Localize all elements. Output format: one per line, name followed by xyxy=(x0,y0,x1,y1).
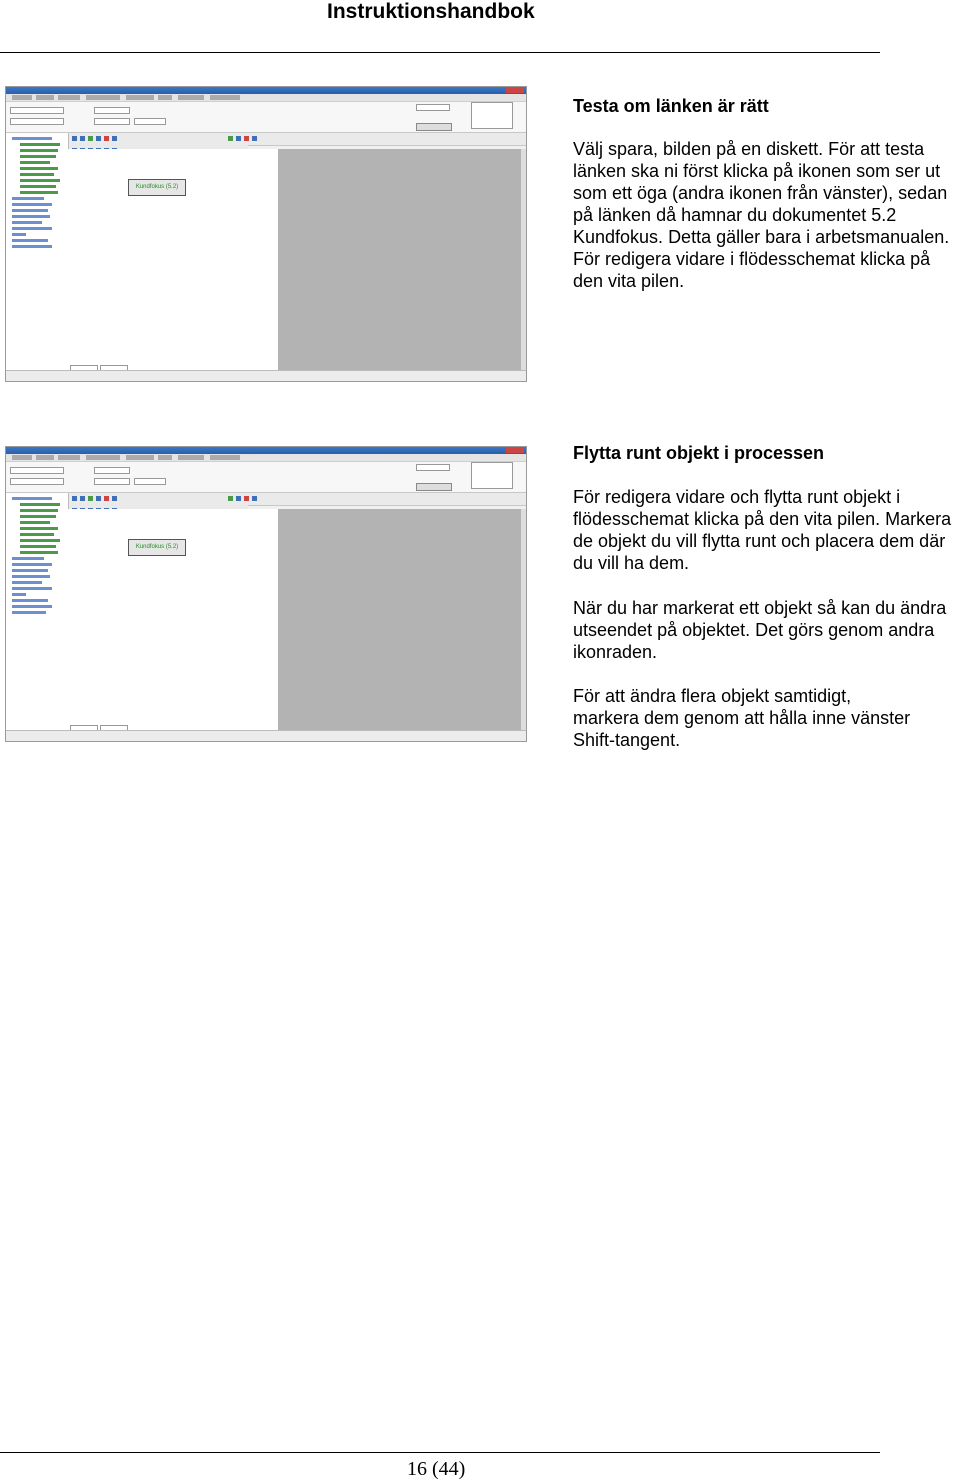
tree-item xyxy=(20,515,56,518)
toolbar-icon xyxy=(96,496,101,501)
ribbon-listbox xyxy=(471,462,513,489)
tree-item xyxy=(20,179,60,182)
tree-item xyxy=(12,581,42,584)
canvas-background xyxy=(278,149,521,371)
tree-item xyxy=(12,569,48,572)
tree-item xyxy=(12,593,26,596)
ribbon-field xyxy=(134,118,166,125)
status-bar xyxy=(6,370,526,381)
tree-item xyxy=(12,209,48,212)
tree-item xyxy=(12,605,52,608)
menu-item xyxy=(158,95,172,100)
toolbar-icon xyxy=(228,496,233,501)
paragraph-link-test: Välj spara, bilden på en diskett. För att testa länken ska ni först klicka på ikonen som ser ut som ett öga (andra ikonen från vänster), sedan på länken då hamnar du dokumentet 5.2 Kundfokus. Detta gäller bara i arbetsmanualen. För redigera vidare i flödesschemat klicka på den vita pilen. xyxy=(573,139,950,291)
ribbon-field xyxy=(10,478,64,485)
toolbar-icon xyxy=(236,136,241,141)
flowchart-shape-kundfokus: Kundfokus (5.2) xyxy=(128,179,186,196)
menu-item xyxy=(12,455,32,460)
tree-item xyxy=(12,215,50,218)
menu-item xyxy=(12,95,32,100)
menu-item xyxy=(86,95,120,100)
toolbar-icon xyxy=(236,496,241,501)
toolbar-icon xyxy=(88,496,93,501)
flowchart-shape-kundfokus: Kundfokus (5.2) xyxy=(128,539,186,556)
menu-item xyxy=(36,95,54,100)
tree-item xyxy=(12,203,52,206)
window-titlebar xyxy=(6,447,526,454)
canvas-background xyxy=(278,509,521,731)
toolbar-icon xyxy=(88,136,93,141)
menu-item xyxy=(86,455,120,460)
ribbon-field xyxy=(94,107,130,114)
tree-item xyxy=(12,587,52,590)
page-number: 16 (44) xyxy=(407,1458,466,1480)
toolbar-icon xyxy=(228,136,233,141)
ribbon-field xyxy=(10,467,64,474)
tree-item xyxy=(12,137,52,140)
menu-bar xyxy=(6,94,526,102)
document-header-title: Instruktionshandbok xyxy=(327,0,535,23)
tree-item xyxy=(20,503,60,506)
ribbon-field xyxy=(94,467,130,474)
menu-item xyxy=(178,95,204,100)
menu-bar xyxy=(6,454,526,462)
ribbon-field xyxy=(416,104,450,111)
tree-item xyxy=(20,527,58,530)
flowchart-canvas xyxy=(68,509,278,731)
toolbar-icon xyxy=(252,496,257,501)
tree-item xyxy=(12,599,48,602)
tree-item xyxy=(20,539,60,542)
flowchart-canvas xyxy=(68,149,278,371)
status-bar xyxy=(6,730,526,741)
header-divider xyxy=(0,52,880,53)
eye-icon xyxy=(80,136,85,141)
toolbar-icon xyxy=(244,136,249,141)
tree-item xyxy=(20,509,58,512)
toolbar-icon xyxy=(96,136,101,141)
ribbon-field xyxy=(10,107,64,114)
ribbon-button xyxy=(416,483,452,491)
window-close-icon xyxy=(506,88,524,93)
eye-icon xyxy=(80,496,85,501)
tree-item xyxy=(20,533,54,536)
arrow-icon xyxy=(72,136,77,141)
tree-item xyxy=(12,497,52,500)
process-tree-panel xyxy=(6,493,69,731)
tree-item xyxy=(12,557,44,560)
vertical-scrollbar xyxy=(521,509,526,731)
tree-item xyxy=(20,173,54,176)
screenshot-move-objects xyxy=(5,446,527,742)
vertical-scrollbar xyxy=(521,149,526,371)
process-tree-panel xyxy=(6,133,69,371)
tree-item xyxy=(12,227,52,230)
menu-item xyxy=(126,455,154,460)
tree-item xyxy=(20,191,58,194)
tree-item xyxy=(20,149,58,152)
arrow-icon xyxy=(72,496,77,501)
toolbar-icon xyxy=(104,136,109,141)
menu-item xyxy=(36,455,54,460)
tree-item xyxy=(12,239,48,242)
tree-item xyxy=(12,245,52,248)
section-heading-link-test: Testa om länken är rätt xyxy=(573,96,769,116)
tree-item xyxy=(12,197,44,200)
tree-item xyxy=(20,143,60,146)
menu-item xyxy=(210,95,240,100)
toolbar-icon xyxy=(112,496,117,501)
ribbon-field xyxy=(10,118,64,125)
menu-item xyxy=(158,455,172,460)
tree-item xyxy=(20,155,56,158)
paragraph-move-objects-3: För att ändra flera objekt samtidigt, markera dem genom att hålla inne vänster Shift-tangent. xyxy=(573,686,911,750)
toolbar-icon xyxy=(244,496,249,501)
tree-item xyxy=(20,185,56,188)
ribbon-field xyxy=(94,478,130,485)
menu-item xyxy=(58,95,80,100)
tree-item xyxy=(20,161,50,164)
paragraph-move-objects-1: För redigera vidare och flytta runt objekt i flödesschemat klicka på den vita pilen. Markera de objekt du vill flytta runt och placera dem där du vill ha dem. xyxy=(573,487,952,573)
tree-item xyxy=(20,545,56,548)
tree-item xyxy=(12,611,46,614)
tree-item xyxy=(12,221,42,224)
tree-item xyxy=(12,563,52,566)
toolbar-icon xyxy=(252,136,257,141)
window-titlebar xyxy=(6,87,526,94)
menu-item xyxy=(58,455,80,460)
toolbar-icon xyxy=(112,136,117,141)
ribbon-button xyxy=(416,123,452,131)
section-heading-move-objects: Flytta runt objekt i processen xyxy=(573,443,825,463)
toolbar-icon xyxy=(104,496,109,501)
tree-item xyxy=(20,551,58,554)
screenshot-link-test xyxy=(5,86,527,382)
footer-divider xyxy=(0,1452,880,1453)
tree-item xyxy=(12,575,50,578)
ribbon-field xyxy=(416,464,450,471)
tree-item xyxy=(12,233,26,236)
menu-item xyxy=(210,455,240,460)
ribbon-field xyxy=(94,118,130,125)
ribbon-listbox xyxy=(471,102,513,129)
menu-item xyxy=(178,455,204,460)
window-close-icon xyxy=(506,448,524,453)
ribbon-field xyxy=(134,478,166,485)
tree-item xyxy=(20,167,58,170)
tree-item xyxy=(20,521,50,524)
paragraph-move-objects-2: När du har markerat ett objekt så kan du ändra utseendet på objektet. Det görs genom andra ikonraden. xyxy=(573,598,947,662)
menu-item xyxy=(126,95,154,100)
